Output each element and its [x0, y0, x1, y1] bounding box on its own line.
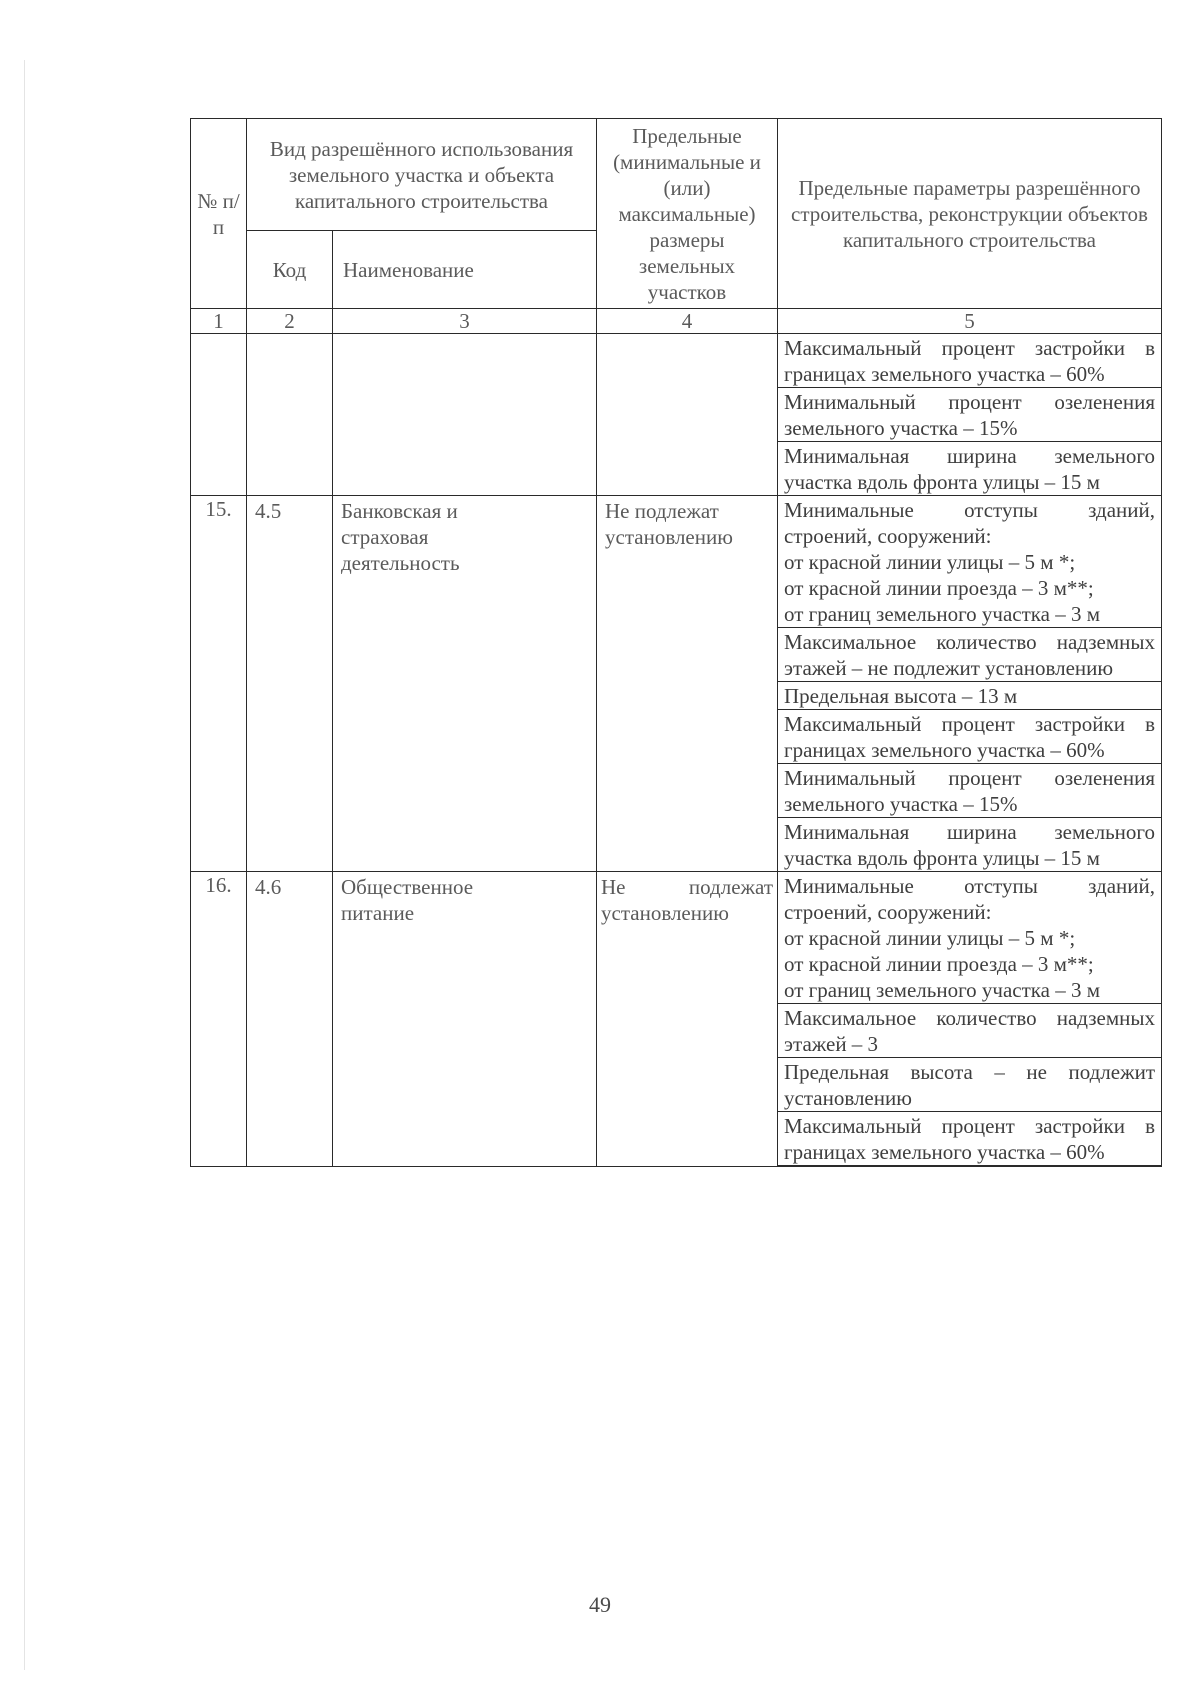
- table-header: [191, 119, 1162, 334]
- setback-passage: от красной линии проезда – 3 м**;: [784, 952, 1094, 976]
- row-number: 16.: [191, 872, 247, 1167]
- header-parameters: Предельные параметры разрешённого строительства, реконструкции объектов капитального строительства: [778, 119, 1162, 309]
- setback-boundary: от границ земельного участка – 3 м: [784, 978, 1101, 1002]
- column-number: 3: [333, 309, 597, 334]
- parameter-cell: Минимальный процент озеленения земельного участка – 15%: [778, 764, 1162, 818]
- parameter-cell: Максимальный процент застройки в границах земельного участка – 60%: [778, 710, 1162, 764]
- parameter-cell: Минимальная ширина земельного участка вдоль фронта улицы – 15 м: [778, 442, 1162, 496]
- column-number: 2: [247, 309, 333, 334]
- page-number: 49: [589, 1592, 611, 1617]
- parameter-cell: Минимальная ширина земельного участка вдоль фронта улицы – 15 м: [778, 818, 1162, 872]
- parameter-cell: Максимальное количество надземных этажей – 3: [778, 1004, 1162, 1058]
- setbacks-cell: [778, 872, 1162, 1004]
- header-code: Код: [247, 231, 333, 309]
- blank-cell: [191, 334, 247, 496]
- header-plot-size: Предельные (минимальные и (или) максимальные) размеры земельных участков: [597, 119, 778, 309]
- row-plot-size: Не подлежат установлению: [597, 496, 778, 872]
- parameter-cell: Минимальный процент озеленения земельного участка – 15%: [778, 388, 1162, 442]
- column-number: 4: [597, 309, 778, 334]
- land-use-regulations-table: [190, 118, 1162, 1167]
- header-number: № п/п: [191, 119, 247, 309]
- setback-boundary: от границ земельного участка – 3 м: [784, 602, 1101, 626]
- column-number-row: [191, 309, 1162, 334]
- page-edge-line: [24, 60, 25, 1670]
- row-code: 4.5: [247, 496, 333, 872]
- parameter-cell: Максимальный процент застройки в границах земельного участка – 60%: [778, 334, 1162, 388]
- column-number: 5: [778, 309, 1162, 334]
- setback-passage: от красной линии проезда – 3 м**;: [784, 576, 1094, 600]
- row-number: 15.: [191, 496, 247, 872]
- header-name: Наименование: [333, 231, 597, 309]
- parameter-cell: Предельная высота – 13 м: [778, 682, 1162, 710]
- setbacks-title: Минимальные отступы зданий, строений, сооружений:: [784, 874, 1155, 924]
- table-row: [191, 496, 1162, 628]
- blank-cell: [333, 334, 597, 496]
- setback-street: от красной линии улицы – 5 м *;: [784, 926, 1076, 950]
- parameter-cell: Максимальное количество надземных этажей – не подлежит установлению: [778, 628, 1162, 682]
- blank-cell: [247, 334, 333, 496]
- table-body: [191, 334, 1162, 1167]
- parameter-cell: Предельная высота – не подлежит установлению: [778, 1058, 1162, 1112]
- setback-street: от красной линии улицы – 5 м *;: [784, 550, 1076, 574]
- header-permitted-use: Вид разрешённого использования земельного участка и объекта капитального строительства: [247, 119, 597, 231]
- setbacks-title: Минимальные отступы зданий, строений, сооружений:: [784, 498, 1155, 548]
- row-plot-size: Не подлежат установлению: [597, 872, 778, 1167]
- row-code: 4.6: [247, 872, 333, 1167]
- column-number: 1: [191, 309, 247, 334]
- blank-cell: [597, 334, 778, 496]
- setbacks-cell: [778, 496, 1162, 628]
- table-row: [191, 872, 1162, 1004]
- row-name: Общественное питание: [333, 872, 597, 1167]
- row-name: Банковская и страховая деятельность: [333, 496, 597, 872]
- table-row: [191, 334, 1162, 388]
- parameter-cell: Максимальный процент застройки в границах земельного участка – 60%: [778, 1112, 1162, 1167]
